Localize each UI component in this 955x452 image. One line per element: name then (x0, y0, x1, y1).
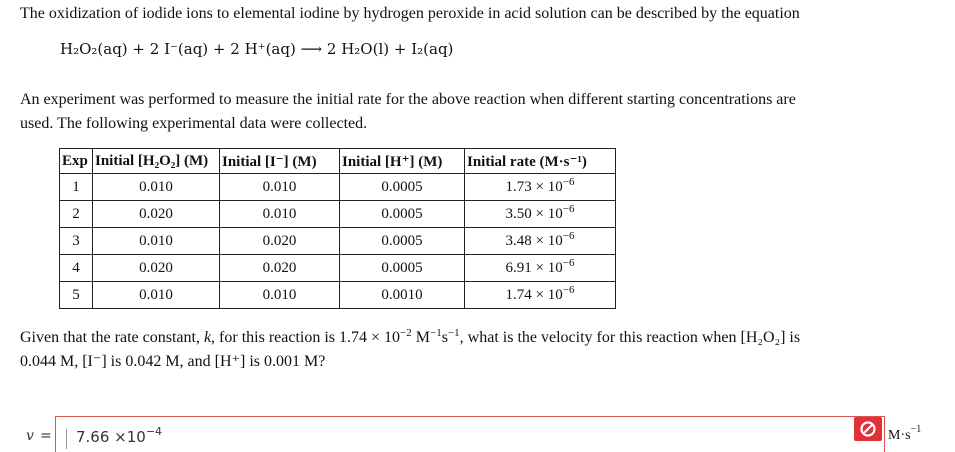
table-row (60, 201, 616, 228)
rate-mantissa: 3.48 × 10 (505, 232, 563, 249)
table-header-row (60, 149, 616, 174)
cell-exp: 2 (60, 201, 93, 228)
cell-hydrogen: 0.0005 (340, 255, 465, 282)
cell-hydrogen: 0.0005 (340, 228, 465, 255)
cell-rate (465, 201, 616, 228)
question-unit-s: s (441, 329, 448, 346)
header-hydrogen: Initial [H⁺] (M) (340, 149, 465, 174)
question-unit-m-exponent: −1 (430, 327, 442, 339)
rate-mantissa: 3.50 × 10 (505, 205, 563, 222)
rate-mantissa: 6.91 × 10 (505, 259, 563, 276)
cell-hydrogen: 0.0005 (340, 174, 465, 201)
cell-rate (465, 282, 616, 309)
cell-h2o2: 0.020 (93, 255, 220, 282)
header-rate: Initial rate (M·s⁻¹) (465, 149, 616, 174)
header-iodide: Initial [I⁻] (M) (220, 149, 340, 174)
rate-exponent: −6 (562, 283, 575, 296)
experiment-text-line1: An experiment was performed to measure the initial rate for the above reaction when different starting concentrations are (20, 91, 796, 108)
experiment-text-line2: used. The following experimental data were collected. (20, 115, 368, 132)
answer-mantissa: 7.66 ×10 (76, 428, 146, 446)
answer-input[interactable] (55, 416, 885, 452)
cell-h2o2: 0.010 (93, 174, 220, 201)
table-row (60, 282, 616, 309)
cell-hydrogen: 0.0010 (340, 282, 465, 309)
answer-exponent: −4 (145, 425, 163, 438)
answer-unit-text: M·s (888, 428, 911, 443)
equation-products: 2 H₂O(l) + I₂(aq) (326, 40, 454, 58)
incorrect-answer-badge[interactable] (854, 417, 882, 441)
answer-unit-exponent: −1 (910, 424, 922, 435)
answer-label: v (26, 428, 34, 444)
rate-exponent: −6 (562, 256, 575, 269)
answer-input-left-edge (66, 429, 67, 449)
rate-exponent: −6 (562, 202, 575, 215)
question-unit-m: M (411, 329, 430, 346)
cell-h2o2: 0.010 (93, 282, 220, 309)
cell-rate (465, 255, 616, 282)
cell-hydrogen: 0.0005 (340, 201, 465, 228)
header-exp: Exp (60, 149, 93, 174)
answer-input-value[interactable] (76, 425, 163, 446)
prohibited-icon (859, 420, 877, 438)
cell-h2o2: 0.020 (93, 201, 220, 228)
question-text-b: , for this reaction is 1.74 × 10 (211, 329, 401, 346)
rate-exponent: −6 (562, 175, 575, 188)
rate-mantissa: 1.74 × 10 (505, 286, 563, 303)
intro-paragraph: The oxidization of iodide ions to elemental iodine by hydrogen peroxide in acid solution can be described by the equation (20, 5, 800, 22)
cell-rate (465, 228, 616, 255)
rate-constant-exponent: −2 (400, 327, 412, 339)
cell-iodide: 0.010 (220, 201, 340, 228)
cell-iodide: 0.010 (220, 174, 340, 201)
question-line1 (20, 326, 800, 350)
table-row (60, 228, 616, 255)
reaction-equation (60, 40, 453, 58)
cell-exp: 5 (60, 282, 93, 309)
cell-h2o2: 0.010 (93, 228, 220, 255)
cell-exp: 4 (60, 255, 93, 282)
question-text-a: Given that the rate constant, (20, 329, 204, 346)
cell-iodide: 0.020 (220, 228, 340, 255)
cell-exp: 1 (60, 174, 93, 201)
cell-rate (465, 174, 616, 201)
question-unit-s-exponent: −1 (447, 327, 460, 339)
question-text-e: , what is the velocity for this reaction when [H₂O₂] is (459, 329, 801, 346)
cell-iodide: 0.010 (220, 282, 340, 309)
rate-exponent: −6 (562, 229, 575, 242)
answer-equals: = (40, 428, 52, 444)
cell-iodide: 0.020 (220, 255, 340, 282)
cell-exp: 3 (60, 228, 93, 255)
table-row (60, 255, 616, 282)
answer-unit (888, 424, 922, 444)
header-h2o2: Initial [H₂O₂] (M) (93, 149, 220, 174)
equation-reactants: H₂O₂(aq) + 2 I⁻(aq) + 2 H⁺(aq) (60, 40, 296, 58)
question-line2: 0.044 M, [I⁻] is 0.042 M, and [H⁺] is 0.001 M? (20, 353, 326, 370)
experiment-data-table (59, 148, 616, 309)
rate-mantissa: 1.73 × 10 (505, 178, 563, 195)
table-row (60, 174, 616, 201)
rate-constant-symbol: k (203, 329, 212, 346)
equation-arrow: ⟶ (300, 40, 323, 58)
